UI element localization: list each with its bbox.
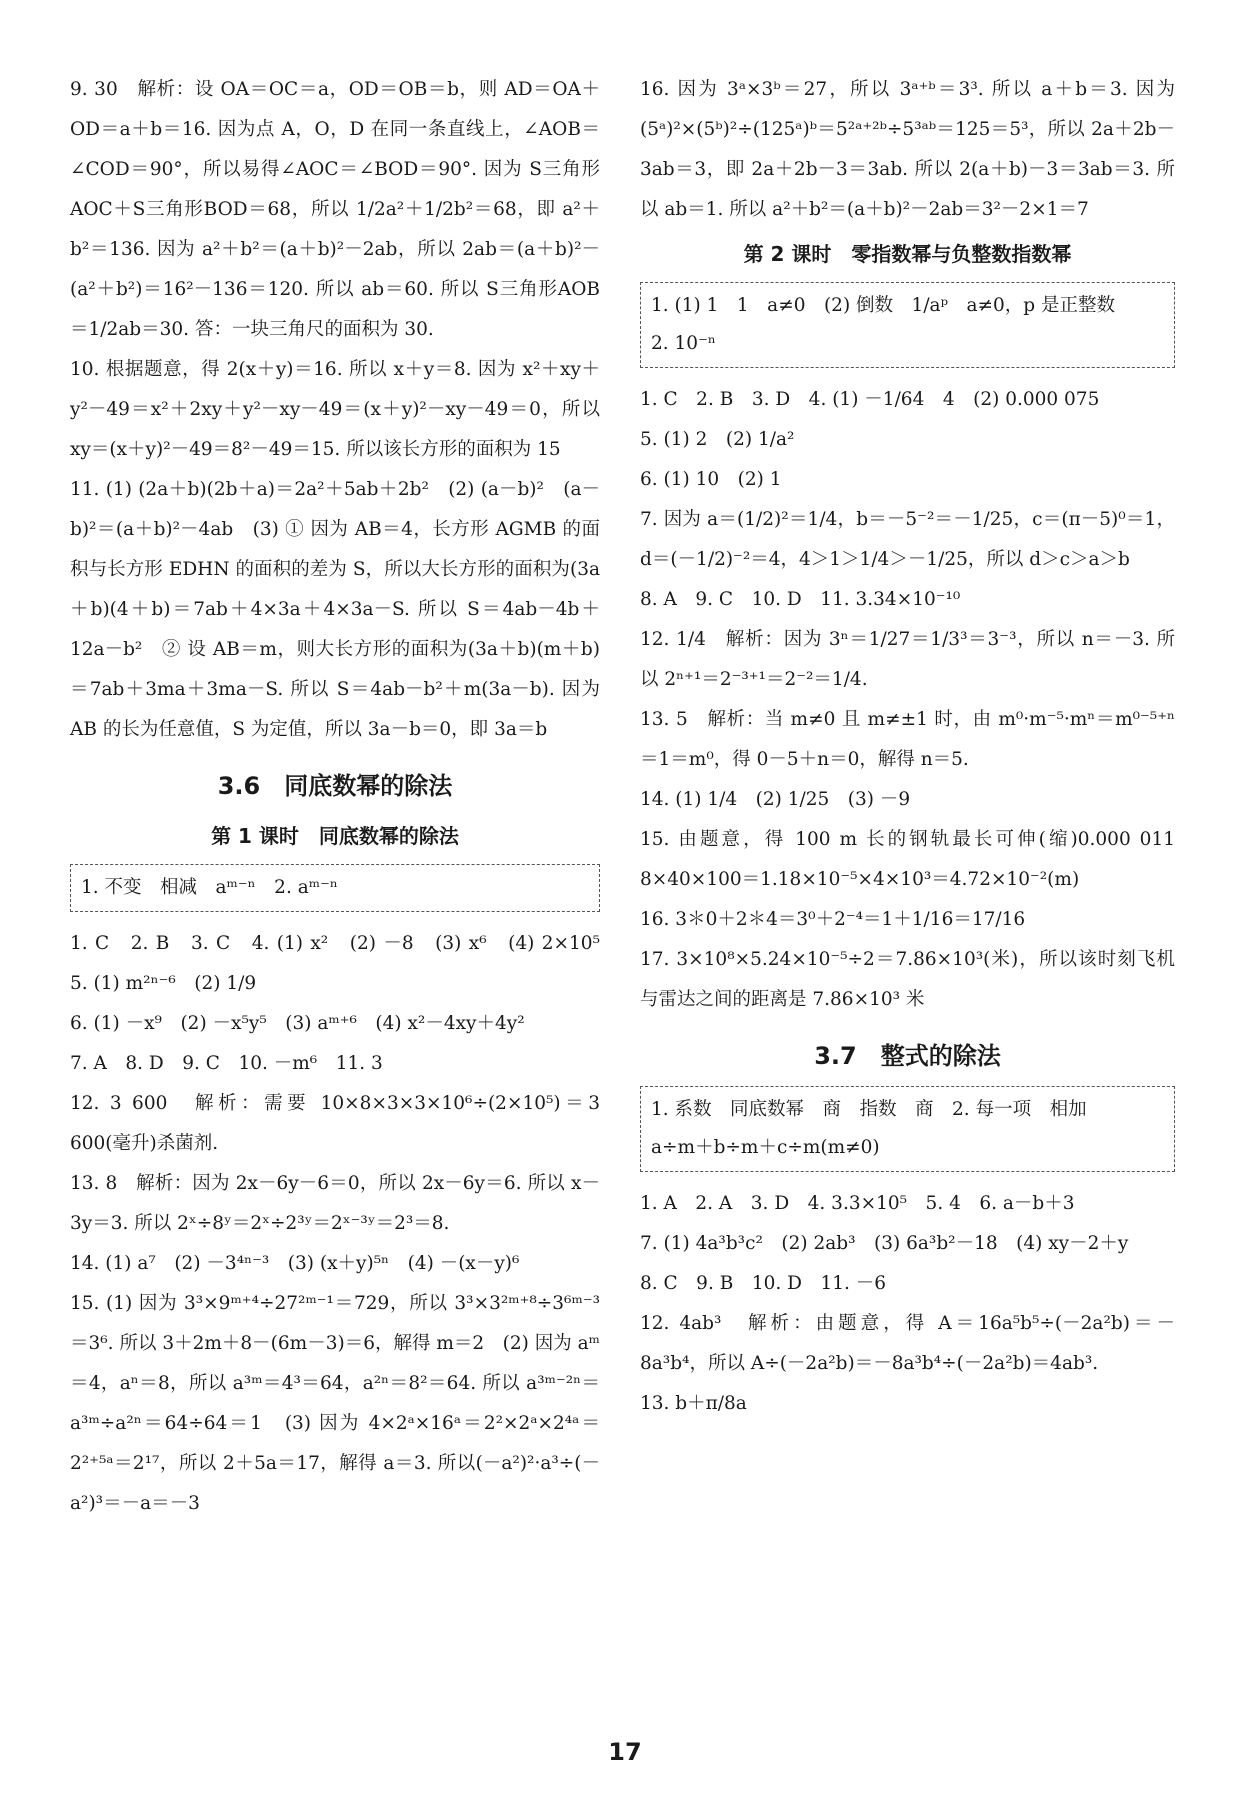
answer-item: 16. 3＊0＋2＊4＝3⁰＋2⁻⁴＝1＋1/16＝17/16 [640,909,1026,930]
answer-item: 8. A 9. C 10. D 11. 3.34×10⁻¹⁰ [640,589,961,610]
answer-item: 14. (1) 1/4 (2) 1/25 (3) －9 [640,789,911,810]
answer-item: 12. 4ab³ 解析：由题意，得 A＝16a⁵b⁵÷(－2a²b)＝－8a³b⁴，所以 A÷(－2a²b)＝－8a³b⁴÷(－2a²b)＝4ab³. [640,1313,1175,1374]
right-column [640,70,1175,1424]
answer-item: 5. (1) 2 (2) 1/a² [640,429,795,450]
key-points-box [640,1086,1175,1172]
answer-item: 13. 5 解析：当 m≠0 且 m≠±1 时，由 m⁰·m⁻⁵·mⁿ＝m⁰⁻⁵⁺ⁿ＝1＝m⁰，得 0－5＋n＝0，解得 n＝5. [640,709,1175,770]
page-number: 17 [608,1738,642,1766]
section-title: 3.6 同底数幂的除法 [217,772,453,800]
answer-item: 13. b＋π/8a [640,1393,747,1414]
answer-item: 9. 30 解析：设 OA＝OC＝a，OD＝OB＝b，则 AD＝OA＋OD＝a＋b＝16. 因为点 A，O，D 在同一条直线上，∠AOB＝∠COD＝90°，所以易得∠AOC＝∠BOD＝90°. 因为 S三角形AOC＋S三角形BOD＝68，所以 1/2a²＋1/2b²＝68，即 a²＋b²＝136. 因为 a²＋b²＝(a＋b)²－2ab，所以 2ab＝(a＋b)²－(a²＋b²)＝16²－136＝120. 所以 ab＝60. 所以 S三角形AOB＝1/2ab＝30. 答：一块三角尺的面积为 30. [70,79,600,340]
answer-item: 10. 根据题意，得 2(x＋y)＝16. 所以 x＋y＝8. 因为 x²＋xy＋y²－49＝x²＋2xy＋y²－xy－49＝(x＋y)²－xy－49＝0，所以 xy＝(x＋y)²－49＝8²－49＝15. 所以该长方形的面积为 15 [70,359,600,460]
answer-item: 1. C 2. B 3. D 4. (1) －1/64 4 (2) 0.000 075 [640,389,1100,410]
answer-item: 11. (1) (2a＋b)(2b＋a)＝2a²＋5ab＋2b² (2) (a－b)² (a－b)²＝(a＋b)²－4ab (3) ① 因为 AB＝4，长方形 AGMB 的面积与长方形 EDHN 的面积的差为 S，所以大长方形的面积为(3a＋b)(4＋b)＝7ab＋4×3a＋4×3a－S. 所以 S＝4ab－4b＋12a－b² ② 设 AB＝m，则大长方形的面积为(3a＋b)(m＋b)＝7ab＋3ma＋3ma－S. 所以 S＝4ab－b²＋m(3a－b). 因为 AB 的长为任意值，S 为定值，所以 3a－b＝0，即 3a＝b [70,479,600,740]
key-points-box [70,864,600,912]
answer-item: 7. A 8. D 9. C 10. －m⁶ 11. 3 [70,1053,383,1074]
key-points-line: 2. 10⁻ⁿ [651,333,716,354]
key-points-box [640,282,1175,368]
answer-item: 7. 因为 a＝(1/2)²＝1/4，b＝－5⁻²＝－1/25，c＝(π－5)⁰＝1，d＝(－1/2)⁻²＝4，4＞1＞1/4＞－1/25，所以 d＞c＞a＞b [640,509,1175,570]
section-title: 3.7 整式的除法 [814,1042,1001,1070]
key-points-line: a÷m＋b÷m＋c÷m(m≠0) [651,1137,880,1158]
answer-item: 8. C 9. B 10. D 11. －6 [640,1273,887,1294]
key-points-line: 1. (1) 1 1 a≠0 (2) 倒数 1/aᵖ a≠0，p 是正整数 [651,295,1116,316]
answer-item: 6. (1) －x⁹ (2) －x⁵y⁵ (3) aᵐ⁺⁶ (4) x²－4xy＋4y² [70,1013,525,1034]
answer-item: 12. 3 600 解析：需要 10×8×3×3×10⁶÷(2×10⁵)＝3 600(毫升)杀菌剂. [70,1093,600,1154]
answer-item: 16. 因为 3ᵃ×3ᵇ＝27，所以 3ᵃ⁺ᵇ＝3³. 所以 a＋b＝3. 因为(5ᵃ)²×(5ᵇ)²÷(125ᵃ)ᵇ＝5²ᵃ⁺²ᵇ÷5³ᵃᵇ＝125＝5³，所以 2a＋2b－3ab＝3，即 2a＋2b－3＝3ab. 所以 2(a＋b)－3＝3ab＝3. 所以 ab＝1. 所以 a²＋b²＝(a＋b)²－2ab＝3²－2×1＝7 [640,79,1175,220]
left-column [70,70,619,1524]
answer-item: 15. (1) 因为 3³×9ᵐ⁺⁴÷27²ᵐ⁻¹＝729，所以 3³×3²ᵐ⁺⁸÷3⁶ᵐ⁻³＝3⁶. 所以 3＋2m＋8－(6m－3)＝6，解得 m＝2 (2) 因为 aᵐ＝4，aⁿ＝8，所以 a³ᵐ＝4³＝64，a²ⁿ＝8²＝64. 所以 a³ᵐ⁻²ⁿ＝a³ᵐ÷a²ⁿ＝64÷64＝1 (3) 因为 4×2ᵃ×16ᵃ＝2²×2ᵃ×2⁴ᵃ＝2²⁺⁵ᵃ＝2¹⁷，所以 2＋5a＝17，解得 a＝3. 所以(－a²)²·a³÷(－a²)³＝－a＝－3 [70,1293,601,1514]
key-points-line: 1. 不变 相减 aᵐ⁻ⁿ 2. aᵐ⁻ⁿ [81,877,338,898]
answer-item: 1. A 2. A 3. D 4. 3.3×10⁵ 5. 4 6. a－b＋3 [640,1193,1075,1214]
lesson-title: 第 2 课时 零指数幂与负整数指数幂 [743,242,1072,266]
answer-item: 17. 3×10⁸×5.24×10⁻⁵÷2＝7.86×10³(米)，所以该时刻飞机与雷达之间的距离是 7.86×10³ 米 [640,949,1175,1010]
answer-item: 6. (1) 10 (2) 1 [640,469,782,490]
answer-item: 12. 1/4 解析：因为 3ⁿ＝1/27＝1/3³＝3⁻³，所以 n＝－3. 所以 2ⁿ⁺¹＝2⁻³⁺¹＝2⁻²＝1/4. [640,629,1175,690]
answer-item: 1. C 2. B 3. C 4. (1) x² (2) －8 (3) x⁶ (4) 2×10⁵ 5. (1) m²ⁿ⁻⁶ (2) 1/9 [70,933,619,994]
key-points-line: 1. 系数 同底数幂 商 指数 商 2. 每一项 相加 [651,1099,1087,1120]
answer-item: 13. 8 解析：因为 2x－6y－6＝0，所以 2x－6y＝6. 所以 x－3y＝3. 所以 2ˣ÷8ʸ＝2ˣ÷2³ʸ＝2ˣ⁻³ʸ＝2³＝8. [70,1173,600,1234]
answer-item: 15. 由题意，得 100 m 长的钢轨最长可伸(缩)0.000 011 8×40×100＝1.18×10⁻⁵×4×10³＝4.72×10⁻²(m) [640,829,1175,890]
lesson-title: 第 1 课时 同底数幂的除法 [211,824,459,848]
answer-item: 7. (1) 4a³b³c² (2) 2ab³ (3) 6a³b²－18 (4) xy－2＋y [640,1233,1129,1254]
answer-item: 14. (1) a⁷ (2) －3⁴ⁿ⁻³ (3) (x＋y)⁵ⁿ (4) －(x－y)⁶ [70,1253,520,1274]
